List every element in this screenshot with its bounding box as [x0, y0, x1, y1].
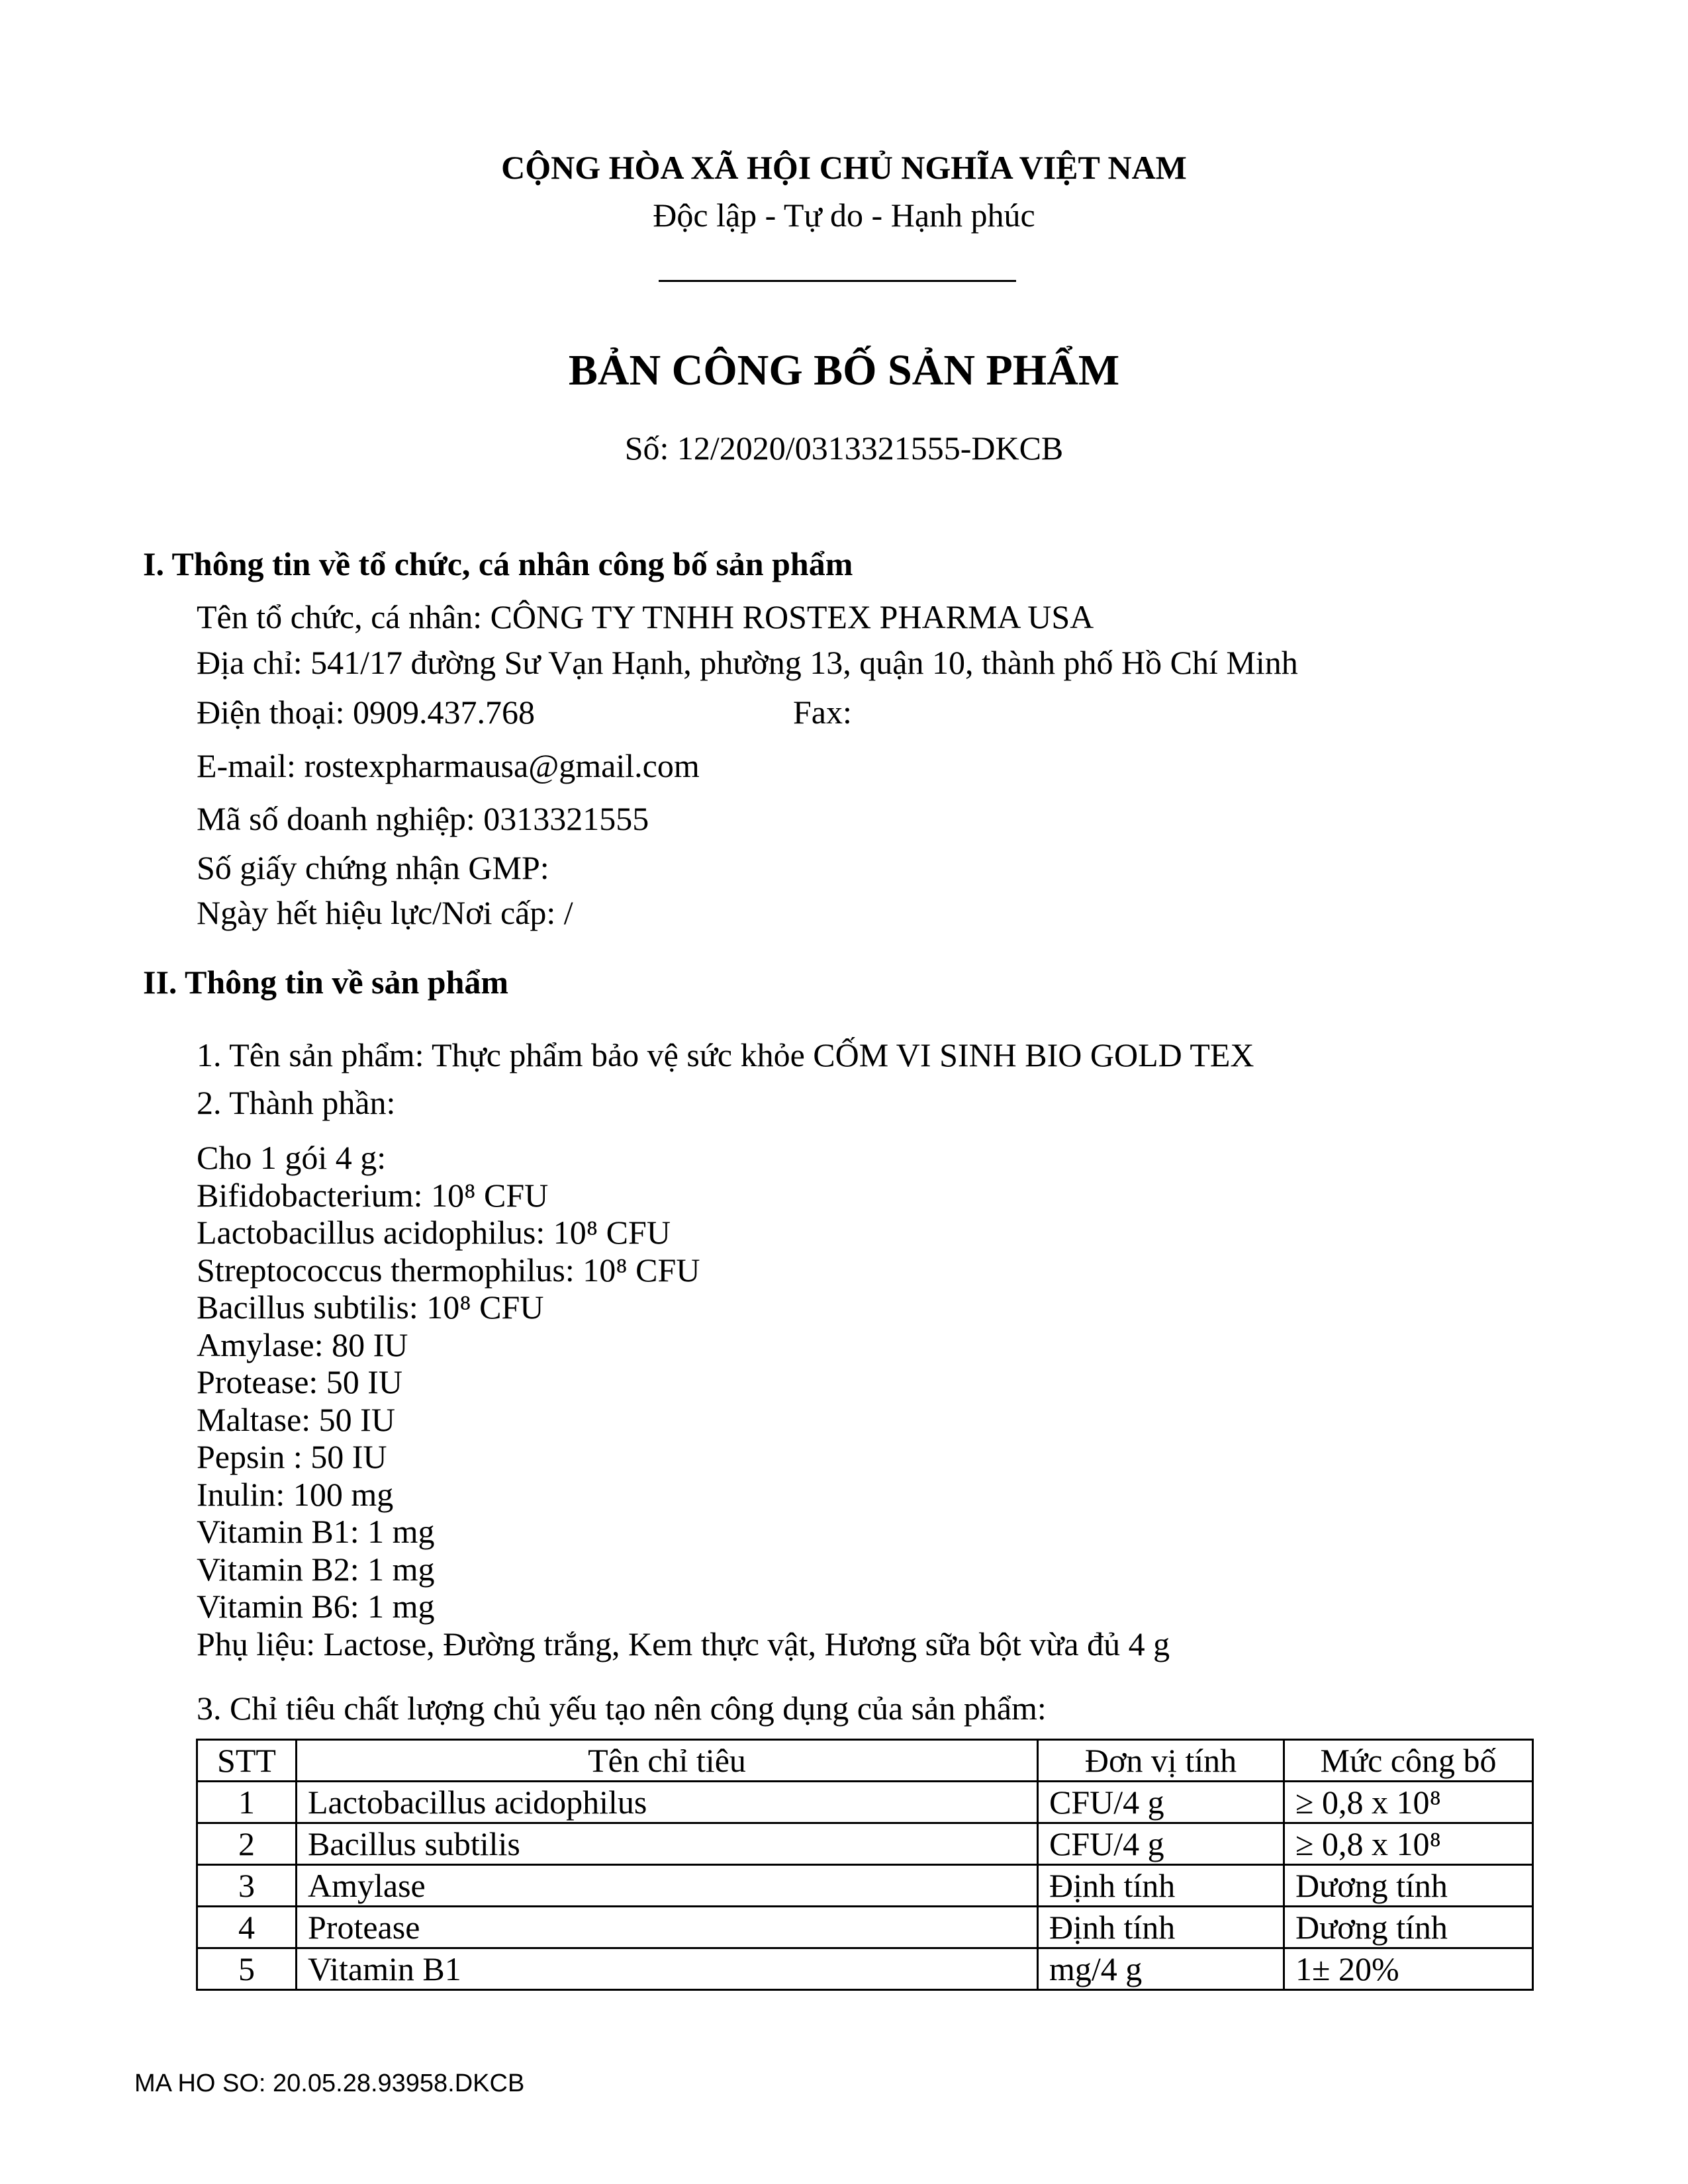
ingredient-item: Phụ liệu: Lactose, Đường trắng, Kem thực vật, Hương sữa bột vừa đủ 4 g — [197, 1625, 1170, 1662]
document-title: BẢN CÔNG BỐ SẢN PHẨM — [568, 346, 1120, 394]
ingredient-item: Pepsin : 50 IU — [197, 1438, 387, 1475]
criterion-level: ≥ 0,8 x 10⁸ — [1284, 1782, 1533, 1823]
row-index: 2 — [197, 1823, 297, 1865]
table-header-row — [197, 1740, 1533, 1782]
ingredient-item: Bifidobacterium: 10⁸ CFU — [197, 1176, 549, 1214]
column-header: Mức công bố — [1284, 1740, 1533, 1782]
row-index: 1 — [197, 1782, 297, 1823]
criterion-level: 1± 20% — [1284, 1948, 1533, 1990]
header-divider — [659, 280, 1016, 282]
row-index: 5 — [197, 1948, 297, 1990]
ingredient-item: Vitamin B6: 1 mg — [197, 1588, 435, 1625]
org-fax: Fax: — [793, 694, 852, 731]
ingredient-item: Bacillus subtilis: 10⁸ CFU — [197, 1289, 544, 1326]
criterion-name: Bacillus subtilis — [297, 1823, 1038, 1865]
ingredient-item: Streptococcus thermophilus: 10⁸ CFU — [197, 1251, 700, 1289]
criterion-level: Dương tính — [1284, 1865, 1533, 1907]
criterion-name: Amylase — [297, 1865, 1038, 1907]
file-code-footer: MA HO SO: 20.05.28.93958.DKCB — [134, 2070, 525, 2097]
table-row — [197, 1865, 1533, 1907]
criterion-unit: CFU/4 g — [1038, 1782, 1284, 1823]
table-row — [197, 1782, 1533, 1823]
quality-criteria-table — [196, 1739, 1534, 1991]
ingredient-list — [197, 1139, 1170, 1662]
document-number: Số: 12/2020/0313321555-DKCB — [624, 430, 1064, 467]
criterion-name: Lactobacillus acidophilus — [297, 1782, 1038, 1823]
product-name: 1. Tên sản phẩm: Thực phẩm bảo vệ sức khỏe CỐM VI SINH BIO GOLD TEX — [197, 1036, 1254, 1073]
quality-criteria-label: 3. Chỉ tiêu chất lượng chủ yếu tạo nên công dụng của sản phẩm: — [197, 1690, 1047, 1727]
section-2-heading: II. Thông tin về sản phẩm — [143, 964, 509, 1001]
section-1-heading: I. Thông tin về tổ chức, cá nhân công bố sản phẩm — [143, 545, 853, 582]
table-row — [197, 1907, 1533, 1948]
national-motto: Độc lập - Tự do - Hạnh phúc — [653, 197, 1035, 234]
ingredient-item: Vitamin B1: 1 mg — [197, 1513, 435, 1550]
criterion-unit: Định tính — [1038, 1865, 1284, 1907]
table-row — [197, 1948, 1533, 1990]
org-name: Tên tổ chức, cá nhân: CÔNG TY TNHH ROSTEX PHARMA USA — [197, 598, 1094, 635]
ingredient-item: Lactobacillus acidophilus: 10⁸ CFU — [197, 1214, 671, 1251]
row-index: 3 — [197, 1865, 297, 1907]
table-row — [197, 1823, 1533, 1865]
org-tax-code: Mã số doanh nghiệp: 0313321555 — [197, 800, 649, 837]
ingredient-item: Protease: 50 IU — [197, 1363, 403, 1400]
ingredient-item: Inulin: 100 mg — [197, 1475, 394, 1513]
nation-heading: CỘNG HÒA XÃ HỘI CHỦ NGHĨA VIỆT NAM — [501, 149, 1187, 186]
ingredient-item: Amylase: 80 IU — [197, 1326, 408, 1363]
row-index: 4 — [197, 1907, 297, 1948]
org-email: E-mail: rostexpharmausa@gmail.com — [197, 747, 700, 784]
composition-label: 2. Thành phần: — [197, 1084, 396, 1121]
criterion-name: Protease — [297, 1907, 1038, 1948]
ingredient-item: Maltase: 50 IU — [197, 1400, 395, 1438]
criterion-name: Vitamin B1 — [297, 1948, 1038, 1990]
criterion-level: ≥ 0,8 x 10⁸ — [1284, 1823, 1533, 1865]
column-header: STT — [197, 1740, 297, 1782]
gmp-certificate: Số giấy chứng nhận GMP: — [197, 849, 549, 886]
org-phone: Điện thoại: 0909.437.768 — [197, 694, 536, 731]
criterion-level: Dương tính — [1284, 1907, 1533, 1948]
column-header: Tên chỉ tiêu — [297, 1740, 1038, 1782]
ingredient-item: Vitamin B2: 1 mg — [197, 1550, 435, 1588]
certificate-expiry: Ngày hết hiệu lực/Nơi cấp: / — [197, 894, 573, 931]
criterion-unit: mg/4 g — [1038, 1948, 1284, 1990]
column-header: Đơn vị tính — [1038, 1740, 1284, 1782]
criterion-unit: Định tính — [1038, 1907, 1284, 1948]
criterion-unit: CFU/4 g — [1038, 1823, 1284, 1865]
org-address: Địa chỉ: 541/17 đường Sư Vạn Hạnh, phường 13, quận 10, thành phố Hồ Chí Minh — [197, 644, 1298, 681]
ingredient-item: Cho 1 gói 4 g: — [197, 1139, 387, 1176]
